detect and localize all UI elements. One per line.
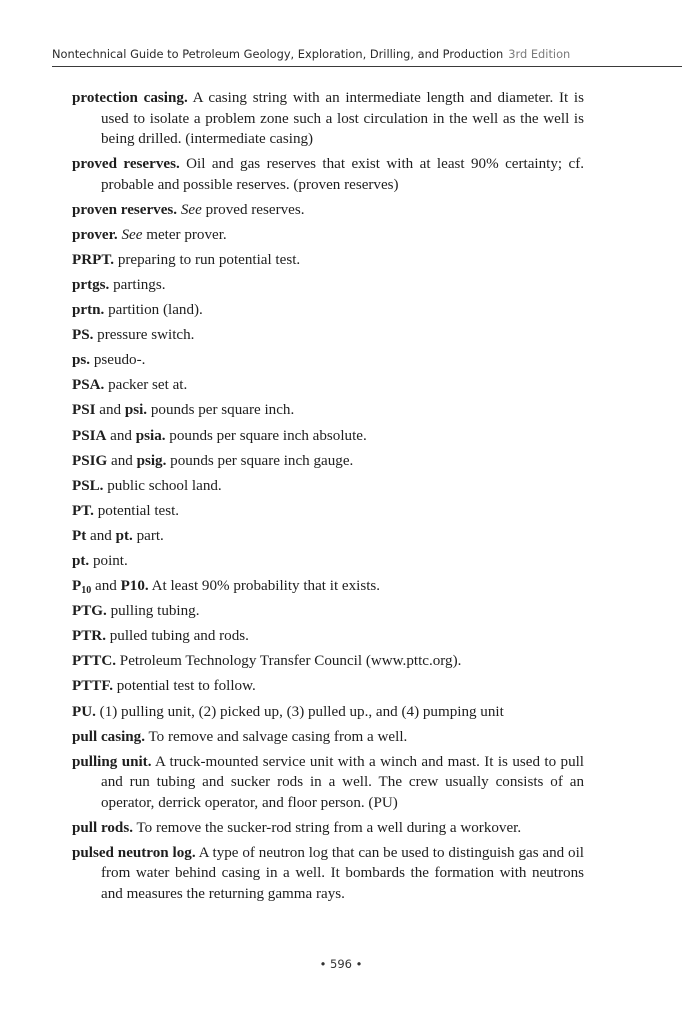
entry-definition: At least 90% probability that it exists. bbox=[148, 578, 381, 595]
entry-term: PRPT. bbox=[72, 251, 115, 268]
entry-term: ps. bbox=[72, 352, 91, 369]
glossary-entry-psi bbox=[72, 400, 584, 421]
entry-subscript: 10 bbox=[81, 585, 92, 597]
entry-definition: Petroleum Technology Transfer Council (www.pttc.org). bbox=[116, 653, 462, 670]
entry-term: proved reserves. bbox=[72, 156, 180, 173]
glossary-entry-prtgs bbox=[72, 275, 584, 296]
entry-conjunction: and bbox=[106, 427, 136, 444]
entry-term: PTR. bbox=[72, 628, 106, 645]
entry-term: PS. bbox=[72, 327, 94, 344]
glossary-entry-pt-upper bbox=[72, 501, 584, 522]
see-reference: See bbox=[121, 226, 143, 243]
entry-term: PSA. bbox=[72, 377, 105, 394]
running-header bbox=[52, 47, 682, 67]
entry-conjunction: and bbox=[107, 452, 137, 469]
glossary-entry-ps-lower bbox=[72, 350, 584, 371]
glossary-entry-pt-part bbox=[72, 526, 584, 547]
entry-term: prtgs. bbox=[72, 276, 110, 293]
glossary-entry-proven-reserves bbox=[72, 200, 584, 221]
entry-term: proven reserves. bbox=[72, 201, 178, 218]
entry-definition: A truck-mounted service unit with a winch and mast. It is used to pull and run tubing and sucker rods in a well. The crew usually consists of an operator, derrick operator, and floor person. (PU) bbox=[101, 753, 585, 811]
entry-term: PTTC. bbox=[72, 653, 117, 670]
glossary-entry-protection-casing bbox=[72, 88, 584, 150]
glossary-entry-pull-casing bbox=[72, 727, 584, 748]
entry-term-variant: psia. bbox=[135, 427, 166, 444]
entry-definition: pounds per square inch gauge. bbox=[166, 452, 354, 469]
entry-term: pt. bbox=[72, 553, 90, 569]
entry-term: PSIA bbox=[72, 427, 107, 444]
glossary-entries bbox=[72, 88, 584, 909]
entry-definition: part. bbox=[132, 527, 164, 544]
glossary-entry-psig bbox=[72, 451, 584, 472]
entry-definition: potential test to follow. bbox=[112, 678, 256, 695]
entry-term: pulling unit. bbox=[72, 753, 152, 770]
entry-definition: (1) pulling unit, (2) picked up, (3) pulled up., and (4) pumping unit bbox=[95, 703, 504, 720]
entry-definition: preparing to run potential test. bbox=[114, 251, 301, 268]
entry-term: PT. bbox=[72, 502, 94, 519]
entry-definition: potential test. bbox=[93, 502, 180, 519]
entry-definition: public school land. bbox=[103, 477, 222, 494]
glossary-entry-pttf bbox=[72, 676, 584, 697]
entry-term-variant: psig. bbox=[136, 452, 167, 469]
entry-definition: packer set at. bbox=[104, 377, 188, 394]
entry-definition: proved reserves. bbox=[201, 201, 305, 218]
glossary-entry-prtn bbox=[72, 300, 584, 321]
glossary-entry-ptg bbox=[72, 601, 584, 622]
book-title: Nontechnical Guide to Petroleum Geology, Exploration, Drilling, and Production bbox=[52, 47, 504, 61]
entry-definition: partition (land). bbox=[104, 302, 203, 319]
entry-conjunction: and bbox=[95, 402, 125, 419]
entry-term: pull casing. bbox=[72, 728, 145, 745]
entry-term: prtn. bbox=[72, 302, 105, 319]
entry-term: protection casing. bbox=[72, 90, 188, 106]
glossary-entry-pu bbox=[72, 702, 584, 723]
entry-definition: pounds per square inch absolute. bbox=[165, 427, 367, 444]
entry-definition: point. bbox=[89, 553, 128, 569]
entry-term-variant: psi. bbox=[124, 402, 148, 419]
glossary-entry-psa bbox=[72, 375, 584, 396]
glossary-entry-ps-upper bbox=[72, 325, 584, 346]
glossary-entry-ptr bbox=[72, 626, 584, 647]
entry-definition: Oil and gas reserves that exist with at least 90% certainty; cf. probable and possible reserves. (proven reserves) bbox=[101, 156, 584, 193]
entry-definition: pseudo-. bbox=[90, 352, 146, 369]
entry-definition: A casing string with an intermediate length and diameter. It is used to isolate a problem zone such a lost circulation in the well as the well is being drilled. (intermediate casing) bbox=[101, 90, 584, 147]
entry-definition: meter prover. bbox=[142, 226, 227, 243]
entry-term: PTG. bbox=[72, 603, 107, 620]
glossary-entry-psia bbox=[72, 426, 584, 447]
entry-definition: pulling tubing. bbox=[106, 603, 200, 620]
glossary-entry-pull-rods bbox=[72, 818, 584, 839]
glossary-entry-pulsed-neutron-log bbox=[72, 843, 584, 905]
entry-term: PU. bbox=[72, 703, 96, 720]
entry-definition: partings. bbox=[109, 276, 166, 293]
entry-term: pull rods. bbox=[72, 819, 133, 836]
entry-conjunction: and bbox=[86, 527, 116, 544]
entry-conjunction: and bbox=[91, 578, 121, 595]
entry-term: PSIG bbox=[72, 452, 108, 469]
glossary-entry-p10 bbox=[72, 576, 584, 597]
entry-term: prover. bbox=[72, 226, 118, 243]
entry-term: PTTF. bbox=[72, 678, 113, 695]
glossary-entry-pulling-unit bbox=[72, 752, 584, 814]
see-reference: See bbox=[180, 201, 202, 218]
entry-definition: To remove the sucker-rod string from a well during a workover. bbox=[132, 819, 522, 836]
entry-term: Pt bbox=[72, 527, 87, 544]
glossary-entry-pttc bbox=[72, 651, 584, 672]
glossary-entry-proved-reserves bbox=[72, 154, 584, 195]
entry-term-variant: pt. bbox=[115, 527, 133, 544]
entry-definition: pulled tubing and rods. bbox=[105, 628, 249, 645]
glossary-entry-prpt bbox=[72, 250, 584, 271]
entry-term: P bbox=[72, 578, 82, 595]
page-number: • 596 • bbox=[319, 957, 363, 971]
entry-term: PSI bbox=[72, 402, 96, 419]
entry-definition: To remove and salvage casing from a well. bbox=[144, 728, 408, 745]
edition-label: 3rd Edition bbox=[508, 47, 571, 61]
entry-term: PSL. bbox=[72, 477, 104, 494]
entry-definition: pounds per square inch. bbox=[147, 402, 295, 419]
entry-term-variant: P10. bbox=[120, 578, 149, 595]
entry-definition: A type of neutron log that can be used to distinguish gas and oil from water behind casing in a well. It bombards the formation with neutrons and measures the returning gamma rays. bbox=[101, 844, 584, 902]
entry-definition: pressure switch. bbox=[93, 327, 195, 344]
entry-term: pulsed neutron log. bbox=[72, 844, 196, 861]
glossary-entry-prover bbox=[72, 225, 584, 246]
glossary-entry-pt-point bbox=[72, 551, 584, 572]
glossary-entry-psl bbox=[72, 476, 584, 497]
